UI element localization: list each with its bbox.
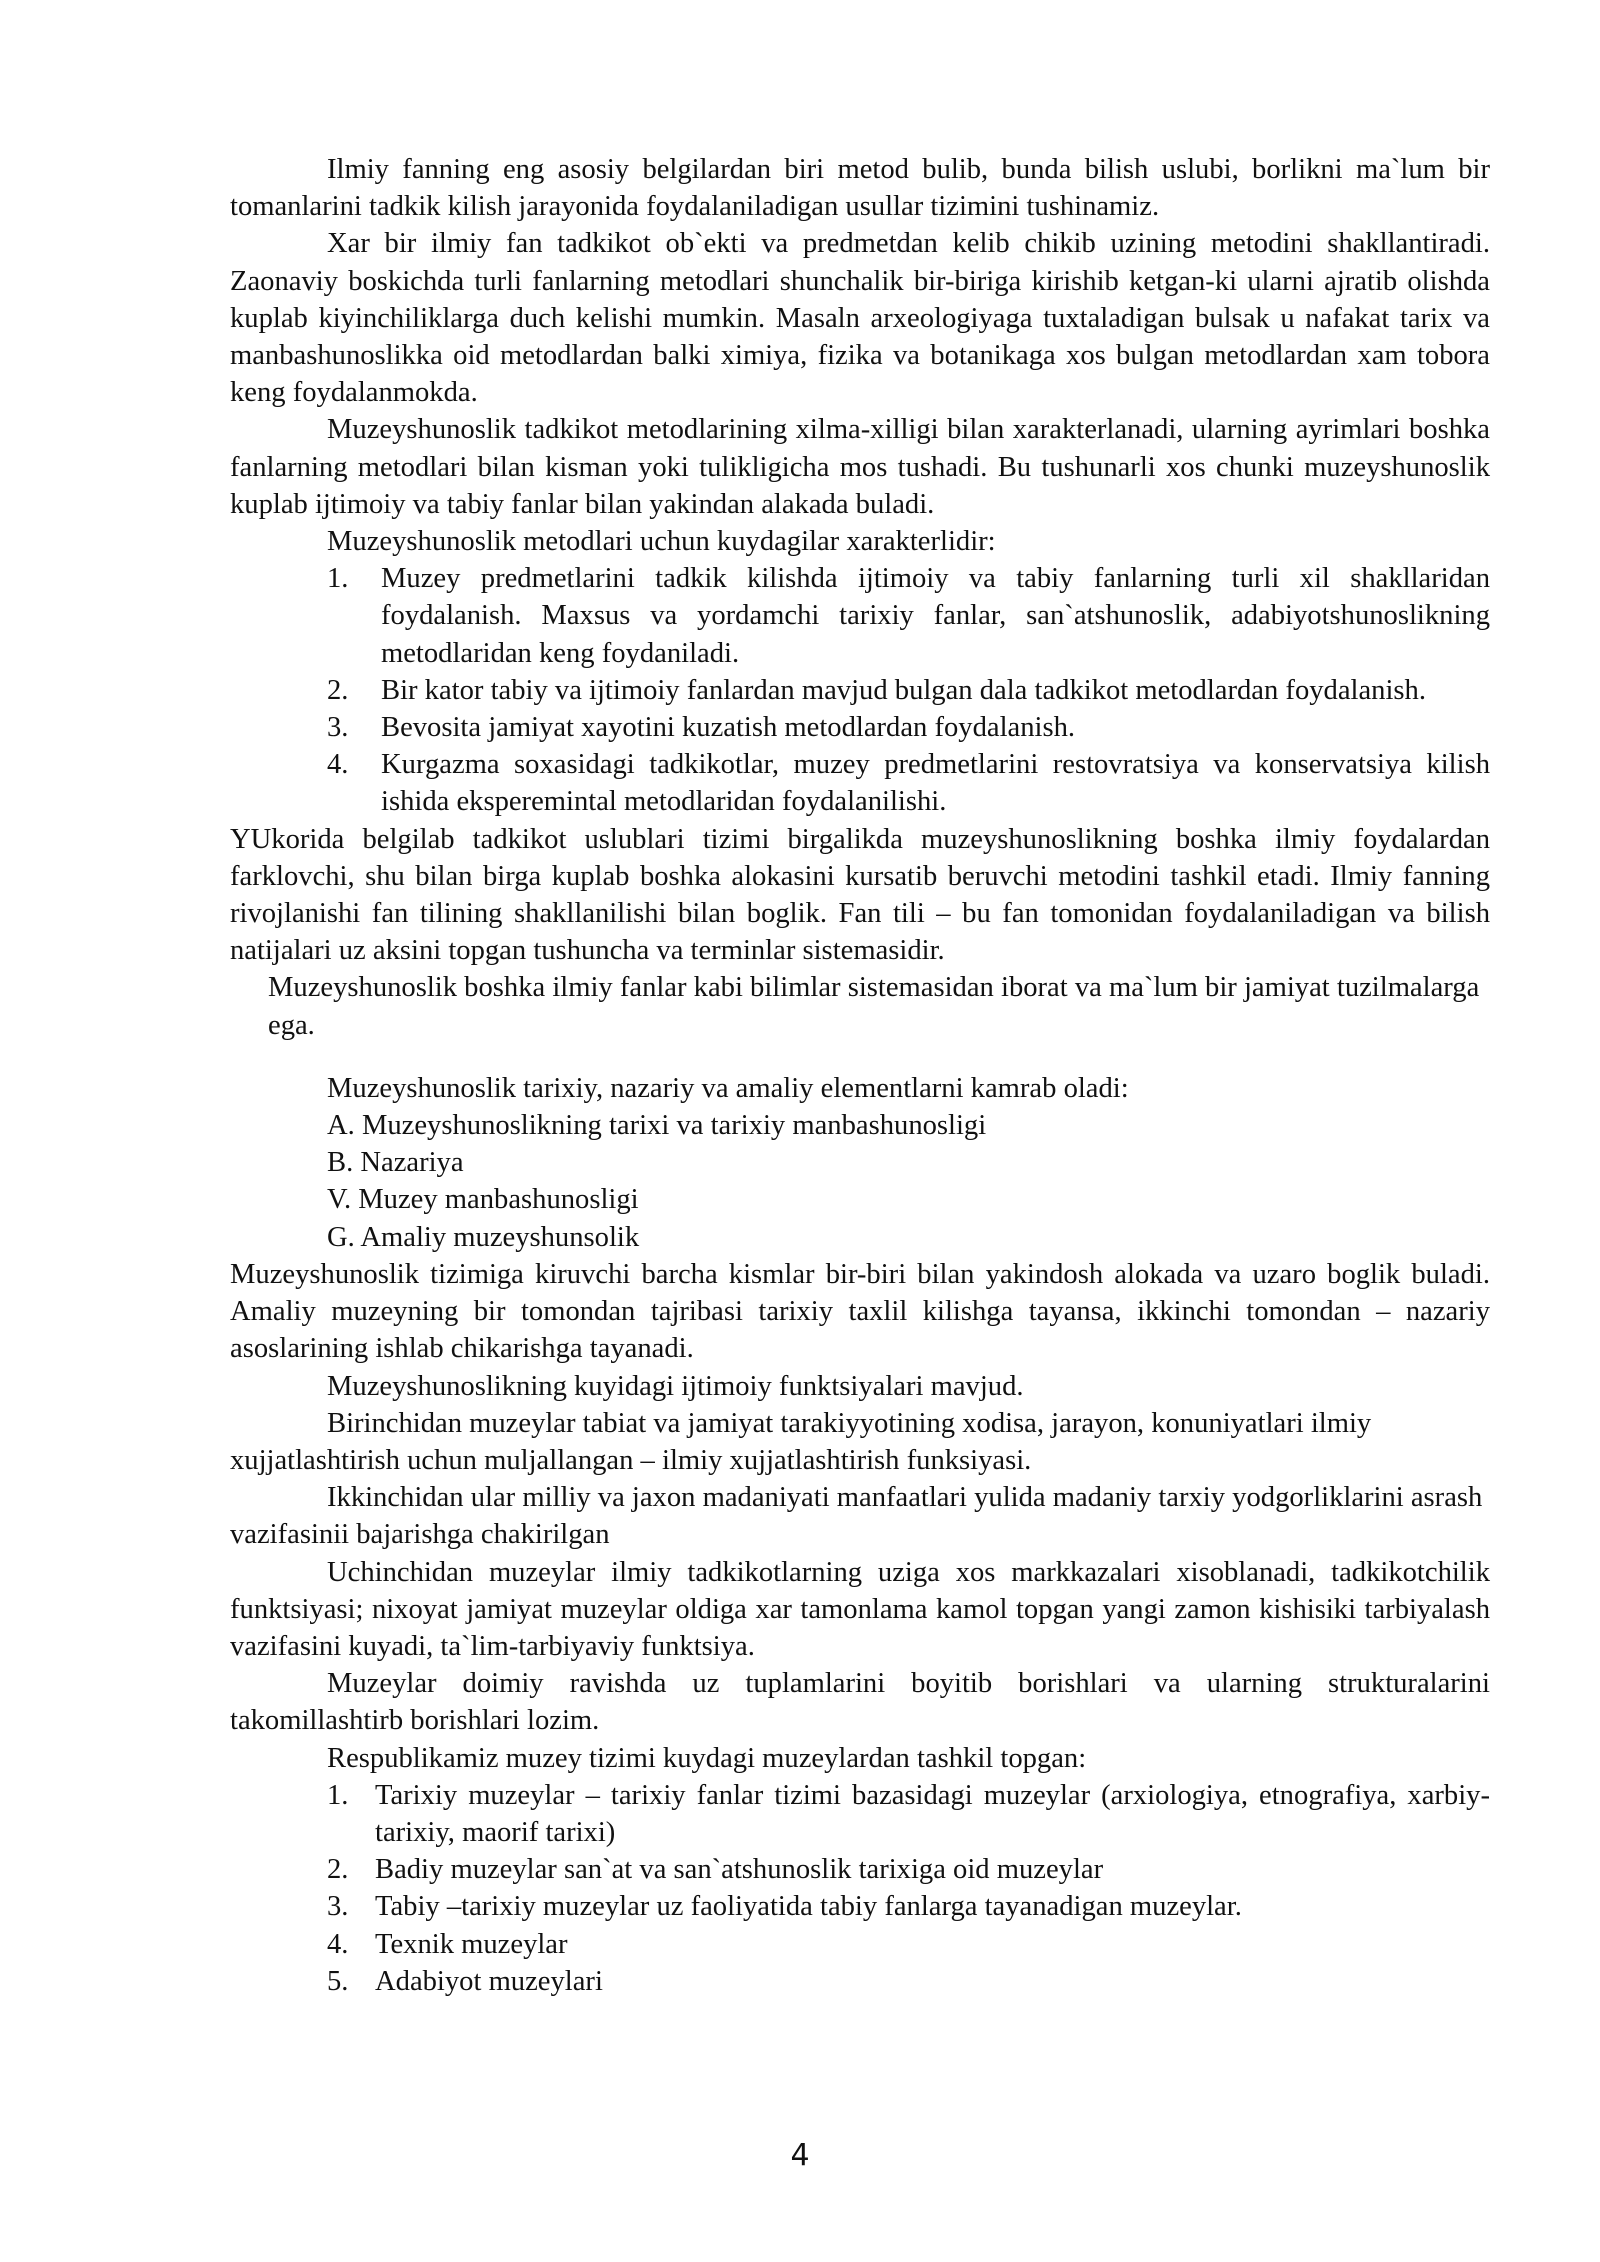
list-item-text: Tarixiy muzeylar – tarixiy fanlar tizimi bazasidagi muzeylar (arxiologiya, etnografiya, xarbiy-tarixiy, maorif tarixi) [375,1779,1490,1848]
paragraph-system-parts: Muzeyshunoslik tizimiga kiruvchi barcha kismlar bir-biri bilan yakindosh alokada va uzaro boglik buladi. Amaliy muzeyning bir tomondan tajribasi tarixiy taxlil kilishga tayansa, ikkinchi tomondan – nazariy asoslarining ishlab chikarishga tayanadi. [230,1258,1490,1365]
list-number: 5. [327,1965,349,1997]
paragraph-museum-system-intro: Respublikamiz muzey tizimi kuydagi muzeylardan tashkil topgan: [327,1742,1087,1774]
list-number: 3. [327,712,349,744]
list-item-text: Adabiyot muzeylari [375,1965,603,1997]
paragraph-elements-intro: Muzeyshunoslik tarixiy, nazariy va amaliy elementlarni kamrab oladi: [327,1072,1129,1104]
element-item: G. Amaliy muzeyshunsolik [327,1221,640,1253]
paragraph-yukorida: YUkorida belgilab tadkikot uslublari tizimi birgalikda muzeyshunoslikning boshka ilmiy foydalardan farklovchi, shu bilan birga kuplab boshka alokasini kursatib beruvchi metodini tashkil etadi. Ilmiy fanning rivojlanishi fan tilining shakllanilishi bilan boglik. Fan tili – bu fan tomonidan foydalaniladigan va bilish natijalari uz aksini topgan tushuncha va terminlar sistemasidir. [230,823,1490,967]
list-item-text: Kurgazma soxasidagi tadkikotlar, muzey predmetlarini restovratsiya va konservatsiya kilish ishida eksperemintal metodlaridan foydalanilishi. [381,749,1490,818]
methods-list [230,560,1490,820]
paragraph-museology-methods: Muzeyshunoslik tadkikot metodlarining xilma-xilligi bilan xarakterlanadi, ularning ayrimlari boshka fanlarning metodlari bilan kisman yoki tulikligicha mos tushadi. Bu tushunarli xos chunki muzeyshunoslik kuplab ijtimoiy va tabiy fanlar bilan yakindan alakada buladi. [230,414,1490,520]
paragraph-method-definition: Ilmiy fanning eng asosiy belgilardan biri metod bulib, bunda bilish uslubi, borlikni ma`lum bir tomanlarini tadkik kilish jarayonida foydalaniladigan usullar tizimini tushinamiz. [230,154,1490,223]
list-item-text: Tabiy –tarixiy muzeylar uz faoliyatida tabiy fanlarga tayanadigan muzeylar. [375,1891,1242,1923]
document-body [230,151,1490,2000]
list-number: 3. [327,1891,349,1923]
list-item [230,672,1490,709]
element-item: A. Muzeyshunoslikning tarixi va tarixiy manbashunosligi [327,1110,987,1142]
paragraph-social-functions: Muzeyshunoslikning kuyidagi ijtimoiy funktsiyalari mavjud. [327,1370,1024,1402]
list-number: 1. [327,1779,349,1811]
element-item: V. Muzey manbashunosligi [327,1184,639,1216]
list-item [230,1851,1490,1888]
spacer [230,1044,1490,1070]
paragraph-second-function: Ikkinchidan ular milliy va jaxon madaniyati manfaatlari yulida madaniy tarxiy yodgorliklarini asrash vazifasinii bajarishga chakirilgan [230,1482,1483,1551]
paragraph-methods-intro: Muzeyshunoslik metodlari uchun kuydagilar xarakterlidir: [327,526,996,558]
list-item [230,746,1490,820]
paragraph-collections: Muzeylar doimiy ravishda uz tuplamlarini boyitib borishlari va ularning strukturalarini takomillashtirb borishlari lozim. [230,1668,1490,1737]
list-item-text: Badiy muzeylar san`at va san`atshunoslik tarixiga oid muzeylar [375,1854,1104,1886]
list-number: 4. [327,1928,349,1960]
list-item [230,560,1490,672]
list-number: 1. [327,563,349,595]
list-item-text: Bevosita jamiyat xayotini kuzatish metodlardan foydalanish. [381,712,1076,744]
list-item [230,1963,1490,2000]
element-item: B. Nazariya [327,1147,464,1179]
list-number: 2. [327,1854,349,1886]
museum-types-list [230,1777,1490,2000]
list-item [230,1926,1490,1963]
paragraph-knowledge-system: Muzeyshunoslik boshka ilmiy fanlar kabi bilimlar sistemasidan iborat va ma`lum bir jamiyat tuzilmalarga ega. [268,972,1480,1041]
list-item-text: Texnik muzeylar [375,1928,568,1960]
list-item-text: Muzey predmetlarini tadkik kilishda ijtimoiy va tabiy fanlarning turli xil shakllaridan foydalanish. Maxsus va yordamchi tarixiy fanlar, san`atshunoslik, adabiyotshunoslikning metodlaridan keng foydaniladi. [381,563,1490,669]
paragraph-first-function: Birinchidan muzeylar tabiat va jamiyat tarakiyyotining xodisa, jarayon, konuniyatlari ilmiy xujjatlashtirish uchun muljallangan – ilmiy xujjatlashtirish funksiyasi. [230,1407,1372,1476]
list-item [230,709,1490,746]
paragraph-third-function: Uchinchidan muzeylar ilmiy tadkikotlarning uziga xos markkazalari xisoblanadi, tadkikotchilik funktsiyasi; nixoyat jamiyat muzeylar oldiga xar tamonlama kamol topgan yangi zamon kishisiki tarbiyalash vazifasini kuyadi, ta`lim-tarbiyaviy funktsiya. [230,1556,1490,1662]
list-number: 4. [327,749,349,781]
list-item [230,1888,1490,1925]
page-number: 4 [790,2138,810,2173]
list-item [230,1777,1490,1851]
list-number: 2. [327,674,349,706]
list-item-text: Bir kator tabiy va ijtimoiy fanlardan mavjud bulgan dala tadkikot metodlardan foydalanish. [381,674,1426,706]
paragraph-science-methods: Xar bir ilmiy fan tadkikot ob`ekti va predmetdan kelib chikib uzining metodini shakllantiradi. Zaonaviy boskichda turli fanlarning metodlari shunchalik bir-biriga kirishib ketgan-ki ularni ajratib olishda kuplab kiyinchiliklarga duch kelishi mumkin. Masaln arxeologiyaga tuxtaladigan bulsak u nafakat tarix va manbashunoslikka oid metodlardan balki ximiya, fizika va botanikaga xos bulgan metodlardan xam tobora keng foydalanmokda. [230,228,1490,409]
